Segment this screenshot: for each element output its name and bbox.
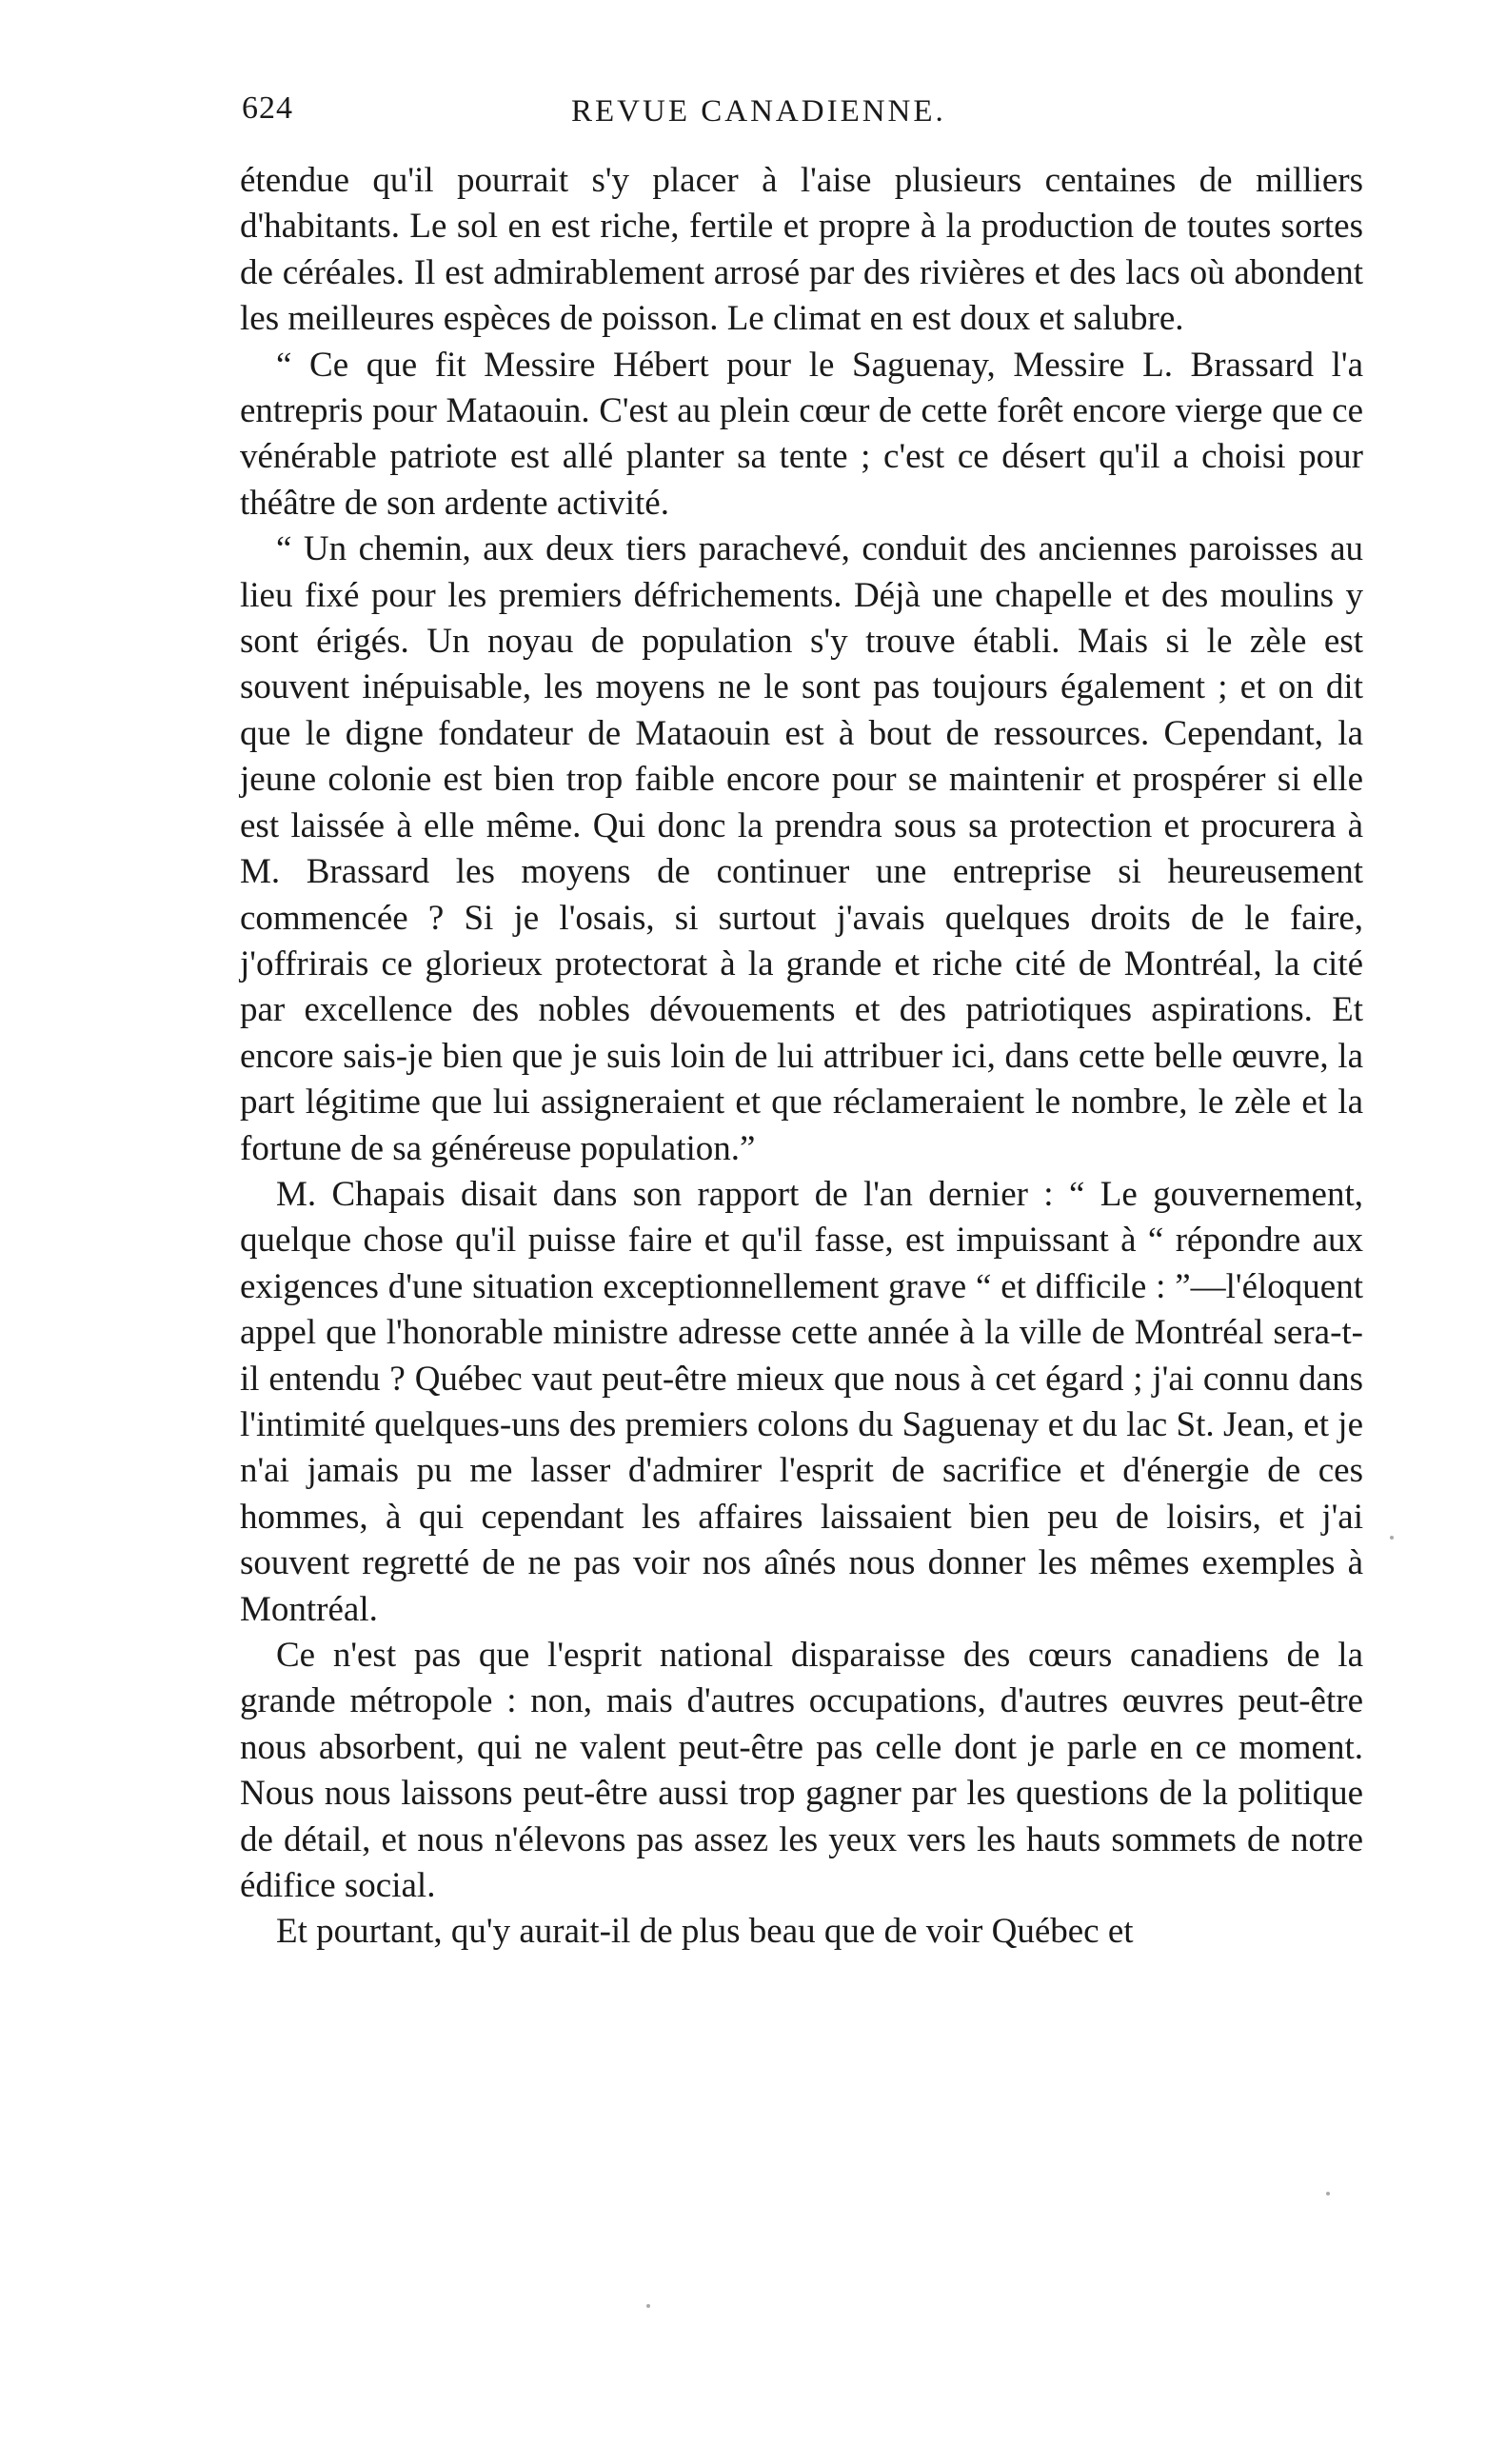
paragraph-5: Ce n'est pas que l'esprit national disparaisse des cœurs canadiens de la grande métropole : non, mais d'autres occupations, d'autres œuvres peut-être nous absorbent, qui ne valent peut-être pas celle dont je parle en ce moment. Nous nous laissons peut-être aussi trop gagner par les questions de la politique de détail, et nous n'élevons pas assez les yeux vers les hauts sommets de notre édifice social. (240, 1636, 1363, 1906)
paragraph-1: étendue qu'il pourrait s'y placer à l'aise plusieurs centaines de milliers d'habitants. Le sol en est riche, fertile et propre à la production de toutes sortes de céréales. Il est admirablement arrosé par des rivières et des lacs où abondent les meilleures espèces de poisson. Le climat en est doux et salubre. (240, 161, 1363, 339)
paragraph-4: M. Chapais disait dans son rapport de l'an dernier : “ Le gouvernement, quelque chose qu'il puisse faire et qu'il fasse, est impuissant à “ répondre aux exigences d'une situation exceptionnellement grave “ et difficile : ”—l'éloquent appel que l'honorable ministre adresse cette année à la ville de Montréal sera-t-il entendu ? Québec vaut peut-être mieux que nous à cet égard ; j'ai connu dans l'intimité quelques-uns des premiers colons du Saguenay et du lac St. Jean, et je n'ai jamais pu me lasser d'admirer l'esprit de sacrifice et d'énergie de ces hommes, à qui cependant les affaires laissaient bien peu de loisirs, et j'ai souvent regretté de ne pas voir nos aînés nous donner les mêmes exemples à Montréal. (240, 1174, 1363, 1629)
running-title: REVUE CANADIENNE. (571, 94, 946, 129)
page-header (228, 90, 1409, 148)
paragraph-3: “ Un chemin, aux deux tiers parachevé, conduit des anciennes paroisses au lieu fixé pour les premiers défrichements. Déjà une chapelle et des moulins y sont érigés. Un noyau de population s'y trouve établi. Mais si le zèle est souvent inépuisable, les moyens ne le sont pas toujours également ; et on dit que le digne fondateur de Mataouin est à bout de ressources. Cependant, la jeune colonie est bien trop faible encore pour se maintenir et prospérer si elle est laissée à elle même. Qui donc la prendra sous sa protection et procurera à M. Brassard les moyens de continuer une entreprise si heureusement commencée ? Si je l'osais, si surtout j'avais quelques droits de le faire, j'offrirais ce glorieux protectorat à la grande et riche cité de Montréal, la cité par excellence des nobles dévouements et des patriotiques aspirations. Et encore sais-je bien que je suis loin de lui attribuer ici, dans cette belle œuvre, la part légitime que lui assigneraient et que réclameraient le nombre, le zèle et la fortune de sa généreuse population.” (240, 529, 1363, 1168)
page-number: 624 (242, 90, 293, 126)
paragraph-6: Et pourtant, qu'y aurait-il de plus beau que de voir Québec et (276, 1912, 1134, 1952)
print-speck (646, 2304, 650, 2308)
paragraph-2: “ Ce que fit Messire Hébert pour le Saguenay, Messire L. Brassard l'a entrepris pour Mataouin. C'est au plein cœur de cette forêt encore vierge que ce vénérable patriote est allé planter sa tente ; c'est ce désert qu'il a choisi pour théâtre de son ardente activité. (240, 345, 1363, 523)
print-speck (1326, 2192, 1330, 2196)
body-text (240, 158, 1363, 1956)
print-speck (1390, 1536, 1394, 1540)
